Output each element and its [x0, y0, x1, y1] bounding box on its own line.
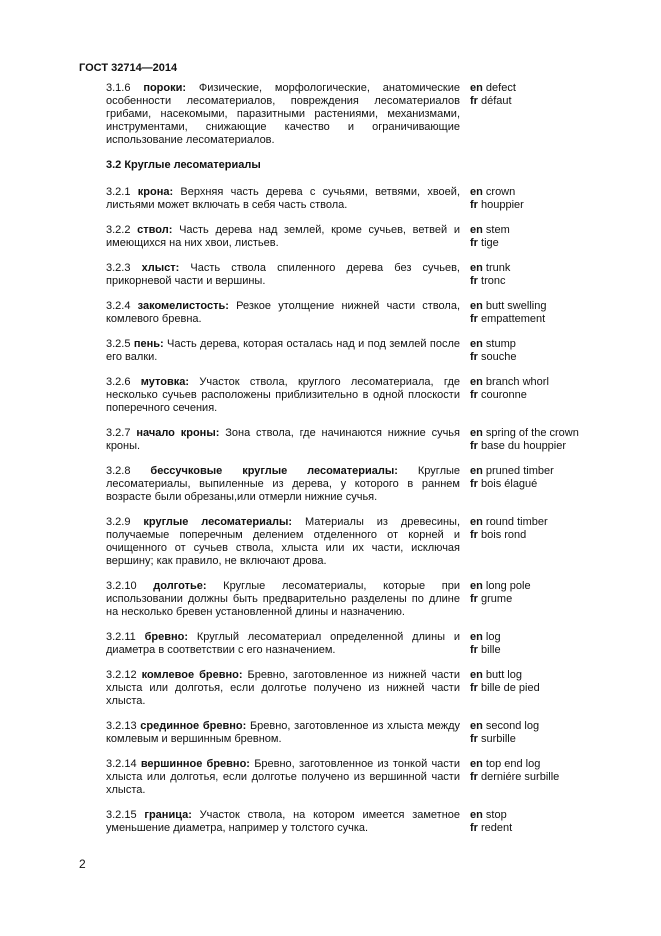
term-name: круглые лесоматериалы:: [143, 516, 293, 528]
translation-fr: [470, 593, 595, 606]
term-definition-block: [106, 580, 460, 619]
translation-fr: [470, 822, 595, 835]
language-code: en: [470, 427, 483, 439]
translation-text: grume: [481, 593, 513, 605]
translation-fr: [470, 389, 595, 402]
term-number: 3.2.8: [106, 465, 131, 477]
translation-text: bois élagué: [481, 478, 538, 490]
language-code: fr: [470, 822, 478, 834]
term-definition: Бревно, заготовленное из тонкой части хлыста или долготья, если долготье получено из вершинной части хлыста.: [106, 758, 460, 796]
translation-text: crown: [485, 186, 516, 198]
term-translations: [470, 465, 595, 504]
translation-fr: [470, 440, 595, 453]
language-code: fr: [470, 593, 478, 605]
term-entry: [106, 720, 596, 746]
term-translations: [470, 376, 595, 415]
term-number: 3.2.10: [106, 580, 137, 592]
term-entry: [106, 338, 596, 364]
term-number: 3.2.3: [106, 262, 131, 274]
term-entry: [106, 82, 596, 147]
translation-fr: [470, 95, 595, 108]
translation-text: couronne: [481, 389, 527, 401]
translation-en: [470, 720, 595, 733]
language-code: fr: [470, 389, 478, 401]
translation-en: [470, 338, 595, 351]
term-definition-block: [106, 427, 460, 453]
translation-text: houppier: [481, 199, 524, 211]
translation-fr: [470, 199, 595, 212]
language-code: fr: [470, 95, 478, 107]
term-definition: Верхняя часть дерева с сучьями, ветвями, хвоей, листьями может включать в себя часть ствола.: [106, 186, 460, 211]
term-number: 3.2.4: [106, 300, 131, 312]
term-entry: [106, 427, 596, 453]
language-code: en: [470, 465, 483, 477]
term-entry: [106, 669, 596, 708]
translation-en: [470, 186, 595, 199]
term-translations: [470, 669, 595, 708]
term-entry: [106, 580, 596, 619]
translation-en: [470, 262, 595, 275]
term-entry: [106, 465, 596, 504]
term-definition: Материалы из древесины, получаемые поперечным делением отделенного от корней и очищенного от сучьев ствола, хлыста или их части, исключая вершину; как правило, не включают дрова.: [106, 516, 461, 567]
translation-en: [470, 516, 595, 529]
translation-fr: [470, 682, 595, 695]
term-definition-block: [106, 720, 460, 746]
term-name: пороки:: [143, 82, 187, 94]
term-name: граница:: [144, 809, 192, 821]
translation-text: stop: [485, 809, 507, 821]
term-number: 3.2.14: [106, 758, 137, 770]
language-code: fr: [470, 440, 478, 452]
translation-en: [470, 580, 595, 593]
language-code: en: [470, 376, 483, 388]
translation-en: [470, 224, 595, 237]
language-code: fr: [470, 478, 478, 490]
translation-text: spring of the crown: [485, 427, 579, 439]
translation-fr: [470, 351, 595, 364]
translation-en: [470, 465, 595, 478]
term-number: 3.2.11: [106, 631, 136, 643]
term-entry: [106, 376, 596, 415]
term-translations: [470, 720, 595, 746]
translation-fr: [470, 313, 595, 326]
language-code: fr: [470, 351, 478, 363]
translation-fr: [470, 733, 595, 746]
term-number: 3.2.7: [106, 427, 131, 439]
language-code: en: [470, 669, 483, 681]
term-definition-block: [106, 758, 460, 797]
translation-fr: [470, 237, 595, 250]
translation-text: souche: [481, 351, 517, 363]
term-entry: [106, 224, 596, 250]
translation-text: top end log: [485, 758, 541, 770]
translation-text: tronc: [481, 275, 506, 287]
term-definition: Часть дерева над землей, кроме сучьев, ветвей и имеющихся на них хвои, листьев.: [106, 224, 460, 249]
term-number: 3.2.6: [106, 376, 131, 388]
term-number: 3.2.15: [106, 809, 137, 821]
translation-text: butt log: [485, 669, 522, 681]
term-definition: Круглые лесоматериалы, которые при использовании должны быть предварительно разделены по длине на несколько бревен установленной длины и назначению.: [106, 580, 460, 618]
translation-fr: [470, 478, 595, 491]
term-name: хлыст:: [141, 262, 180, 274]
term-definition-block: [106, 224, 460, 250]
language-code: en: [470, 516, 483, 528]
translation-text: derniére surbille: [481, 771, 560, 783]
language-code: en: [470, 300, 483, 312]
translation-text: stem: [485, 224, 510, 236]
term-name: мутовка:: [140, 376, 190, 388]
term-name: начало кроны:: [136, 427, 220, 439]
term-number: 3.2.13: [106, 720, 137, 732]
term-number: 3.2.9: [106, 516, 131, 528]
term-entry: [106, 631, 596, 657]
translation-text: second log: [485, 720, 540, 732]
term-definition-block: [106, 82, 460, 147]
term-translations: [470, 338, 595, 364]
term-name: долготье:: [153, 580, 207, 592]
translation-text: surbille: [481, 733, 516, 745]
translation-en: [470, 669, 595, 682]
language-code: en: [470, 720, 483, 732]
language-code: en: [470, 338, 483, 350]
term-name: пень:: [133, 338, 164, 350]
term-name: ствол:: [137, 224, 173, 236]
translation-text: bois rond: [481, 529, 527, 541]
term-name: бревно:: [144, 631, 189, 643]
term-translations: [470, 82, 595, 147]
language-code: fr: [470, 237, 478, 249]
term-translations: [470, 224, 595, 250]
term-number: 3.2.12: [106, 669, 137, 681]
term-number: 3.1.6: [106, 82, 131, 94]
term-entry: [106, 758, 596, 797]
translation-text: pruned timber: [485, 465, 554, 477]
term-translations: [470, 758, 595, 797]
language-code: fr: [470, 313, 478, 325]
term-definition-block: [106, 465, 460, 504]
term-translations: [470, 427, 595, 453]
term-translations: [470, 300, 595, 326]
translation-text: défaut: [481, 95, 512, 107]
translation-text: round timber: [485, 516, 548, 528]
page-number: 2: [79, 857, 86, 871]
term-definition-block: [106, 186, 460, 212]
term-entry: [106, 186, 596, 212]
translation-en: [470, 631, 595, 644]
document-header: ГОСТ 32714—2014: [79, 62, 178, 74]
translation-text: defect: [485, 82, 516, 94]
language-code: fr: [470, 199, 478, 211]
translation-text: log: [485, 631, 501, 643]
term-name: крона:: [137, 186, 174, 198]
term-definition-block: [106, 809, 460, 835]
term-definition-block: [106, 631, 460, 657]
translation-text: tige: [481, 237, 499, 249]
term-translations: [470, 631, 595, 657]
term-definition-block: [106, 669, 460, 708]
language-code: fr: [470, 529, 478, 541]
term-definition: Бревно, заготовленное из хлыста между комлевым и вершинным бревном.: [106, 720, 460, 745]
term-definition: Часть ствола спиленного дерева без сучьев, прикорневой части и вершины.: [106, 262, 460, 287]
term-definition: Бревно, заготовленное из нижней части хлыста или долготья, если долготье получено из нижней части хлыста.: [106, 669, 460, 707]
term-definition-block: [106, 376, 460, 415]
term-definition: Круглые лесоматериалы, выпиленные из дерева, у которого в раннем возрасте были обрезаны,или отмерли нижние сучья.: [106, 465, 461, 503]
term-translations: [470, 809, 595, 835]
entries-list: [106, 186, 596, 835]
language-code: fr: [470, 275, 478, 287]
translation-text: redent: [481, 822, 513, 834]
translation-text: empattement: [481, 313, 546, 325]
translation-text: branch whorl: [485, 376, 549, 388]
term-definition: Круглый лесоматериал определенной длины и диаметра в соответствии с его назначением.: [106, 631, 461, 656]
term-definition-block: [106, 516, 460, 568]
translation-en: [470, 427, 595, 440]
translation-en: [470, 82, 595, 95]
translation-fr: [470, 529, 595, 542]
language-code: en: [470, 758, 483, 770]
term-entry: [106, 262, 596, 288]
term-entry: [106, 300, 596, 326]
term-name: срединное бревно:: [140, 720, 247, 732]
section-heading: 3.2 Круглые лесоматериалы: [106, 159, 261, 171]
term-definition-block: [106, 338, 460, 364]
translation-text: bille: [481, 644, 501, 656]
entries-top: [106, 82, 596, 147]
language-code: en: [470, 631, 483, 643]
translation-fr: [470, 644, 595, 657]
term-name: закомелистость:: [137, 300, 229, 312]
language-code: en: [470, 82, 483, 94]
language-code: fr: [470, 733, 478, 745]
term-definition: Участок ствола, круглого лесоматериала, где несколько сучьев расположены приблизительно в одной плоскости поперечного сечения.: [106, 376, 460, 414]
term-translations: [470, 262, 595, 288]
term-entry: [106, 516, 596, 568]
document-body: [106, 82, 596, 847]
term-definition: Резкое утолщение нижней части ствола, комлевого бревна.: [106, 300, 461, 325]
translation-text: bille de pied: [481, 682, 540, 694]
language-code: fr: [470, 644, 478, 656]
translation-en: [470, 809, 595, 822]
translation-text: stump: [485, 338, 516, 350]
translation-fr: [470, 771, 595, 784]
term-number: 3.2.1: [106, 186, 131, 198]
term-definition-block: [106, 262, 460, 288]
translation-en: [470, 300, 595, 313]
term-name: комлевое бревно:: [141, 669, 243, 681]
translation-text: trunk: [485, 262, 511, 274]
term-translations: [470, 186, 595, 212]
term-definition-block: [106, 300, 460, 326]
translation-en: [470, 758, 595, 771]
translation-text: butt swelling: [485, 300, 547, 312]
language-code: fr: [470, 771, 478, 783]
language-code: en: [470, 262, 483, 274]
term-number: 3.2.2: [106, 224, 131, 236]
term-definition: Участок ствола, на котором имеется заметное уменьшение диаметра, например у толстого сучка.: [106, 809, 461, 834]
term-definition: Физические, морфологические, анатомические особенности лесоматериалов, повреждения лесоматериалов грибами, насекомыми, паразитными растениями, механизмами, инструментами, снижающие качество и ограничивающие использование лесоматериалов.: [106, 82, 460, 146]
term-translations: [470, 580, 595, 619]
translation-text: long pole: [485, 580, 531, 592]
language-code: fr: [470, 682, 478, 694]
term-definition: Зона ствола, где начинаются нижние сучья кроны.: [106, 427, 460, 452]
language-code: en: [470, 809, 483, 821]
term-number: 3.2.5: [106, 338, 131, 350]
term-name: вершинное бревно:: [140, 758, 250, 770]
term-definition: Часть дерева, которая осталась над и под землей после его валки.: [106, 338, 460, 363]
term-entry: [106, 809, 596, 835]
language-code: en: [470, 186, 483, 198]
language-code: en: [470, 580, 483, 592]
term-name: бессучковые круглые лесоматериалы:: [150, 465, 398, 477]
translation-text: base du houppier: [481, 440, 567, 452]
term-translations: [470, 516, 595, 568]
translation-fr: [470, 275, 595, 288]
translation-en: [470, 376, 595, 389]
language-code: en: [470, 224, 483, 236]
